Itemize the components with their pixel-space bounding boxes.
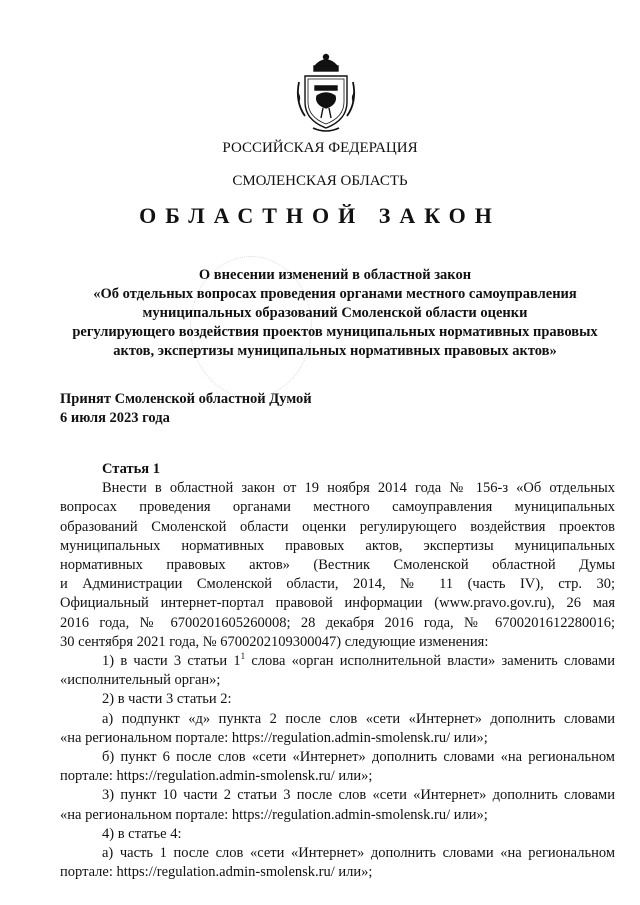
text-line: образований Смоленской области оценки регулирующего воздействия проектов	[60, 518, 615, 535]
amendment-item-2: 2) в части 3 статьи 2:	[102, 691, 232, 708]
amendment-item-4a	[60, 844, 615, 882]
subject-line: регулирующего воздействия проектов муниципальных нормативных правовых	[72, 324, 598, 340]
adoption-info	[60, 390, 312, 428]
adopted-by: Принят Смоленской областной Думой	[60, 391, 312, 407]
text-line: Внести в областной закон от 19 ноября 2014 года № 156-з «Об отдельных	[102, 480, 615, 497]
adoption-date: 6 июля 2023 года	[60, 410, 170, 426]
text-line: 2016 года, № 6700201605260008; 28 декабря 2016 года, № 6700201612280016;	[60, 614, 615, 631]
text-line: а) часть 1 после слов «сети «Интернет» дополнить словами «на региональном	[102, 845, 615, 862]
region-heading: СМОЛЕНСКАЯ ОБЛАСТЬ	[232, 173, 408, 189]
text-line: «на региональном портале: https://regulation.admin-smolensk.ru/ или»;	[60, 729, 488, 746]
text-line: «на региональном портале: https://regulation.admin-smolensk.ru/ или»;	[60, 806, 488, 823]
article-heading: Статья 1	[102, 461, 160, 477]
text-line: Официальный интернет-портал правовой информации (www.pravo.gov.ru), 26 мая	[60, 595, 615, 612]
text-line: б) пункт 6 после слов «сети «Интернет» дополнить словами «на региональном	[102, 749, 615, 766]
document-type-title: ОБЛАСТНОЙ ЗАКОН	[139, 203, 501, 228]
text-line: вопросах проведения органами местного самоуправления муниципальных	[60, 499, 615, 516]
subject-line: муниципальных образований Смоленской области оценки	[142, 305, 528, 321]
coat-of-arms-emblem	[293, 52, 359, 132]
text-line: 1) в части 3 статьи $1^1$ слова «орган исполнительной власти» заменить словами	[102, 651, 615, 670]
subject-line: О внесении изменений в областной закон	[198, 267, 472, 283]
text-line: «исполнительный орган»;	[60, 672, 221, 689]
country-heading: РОССИЙСКАЯ ФЕДЕРАЦИЯ	[222, 140, 418, 156]
amendment-item-3	[60, 786, 615, 824]
text-line: и Администрации Смоленской области, 2014, № 11 (часть IV), стр. 30;	[60, 576, 615, 593]
article-body	[60, 460, 615, 882]
text-line: муниципальных нормативных правовых актов, экспертизы муниципальных	[60, 537, 615, 554]
subject-line: «Об отдельных вопросах проведения органами местного самоуправления	[93, 286, 577, 302]
amendment-item-2b	[60, 748, 615, 786]
amendment-item-2a	[60, 710, 615, 748]
law-subject-title	[60, 266, 610, 361]
amendment-item-4: 4) в статье 4:	[102, 825, 182, 842]
amendment-item-1	[60, 652, 615, 690]
text-line: 30 сентября 2021 года, № 6700202109300047) следующие изменения:	[60, 633, 489, 650]
subject-line: актов, экспертизы муниципальных нормативных правовых актов»	[113, 343, 557, 359]
text-line: нормативных правовых актов» (Вестник Смоленской областной Думы	[60, 557, 615, 574]
text-line: портале: https://regulation.admin-smolensk.ru/ или»;	[60, 768, 373, 785]
text-line: а) подпункт «д» пункта 2 после слов «сети «Интернет» дополнить словами	[102, 710, 615, 727]
text-line: портале: https://regulation.admin-smolensk.ru/ или»;	[60, 864, 373, 881]
article-intro	[60, 479, 615, 652]
text-line: 3) пункт 10 части 2 статьи 3 после слов «сети «Интернет» дополнить словами	[102, 787, 615, 804]
